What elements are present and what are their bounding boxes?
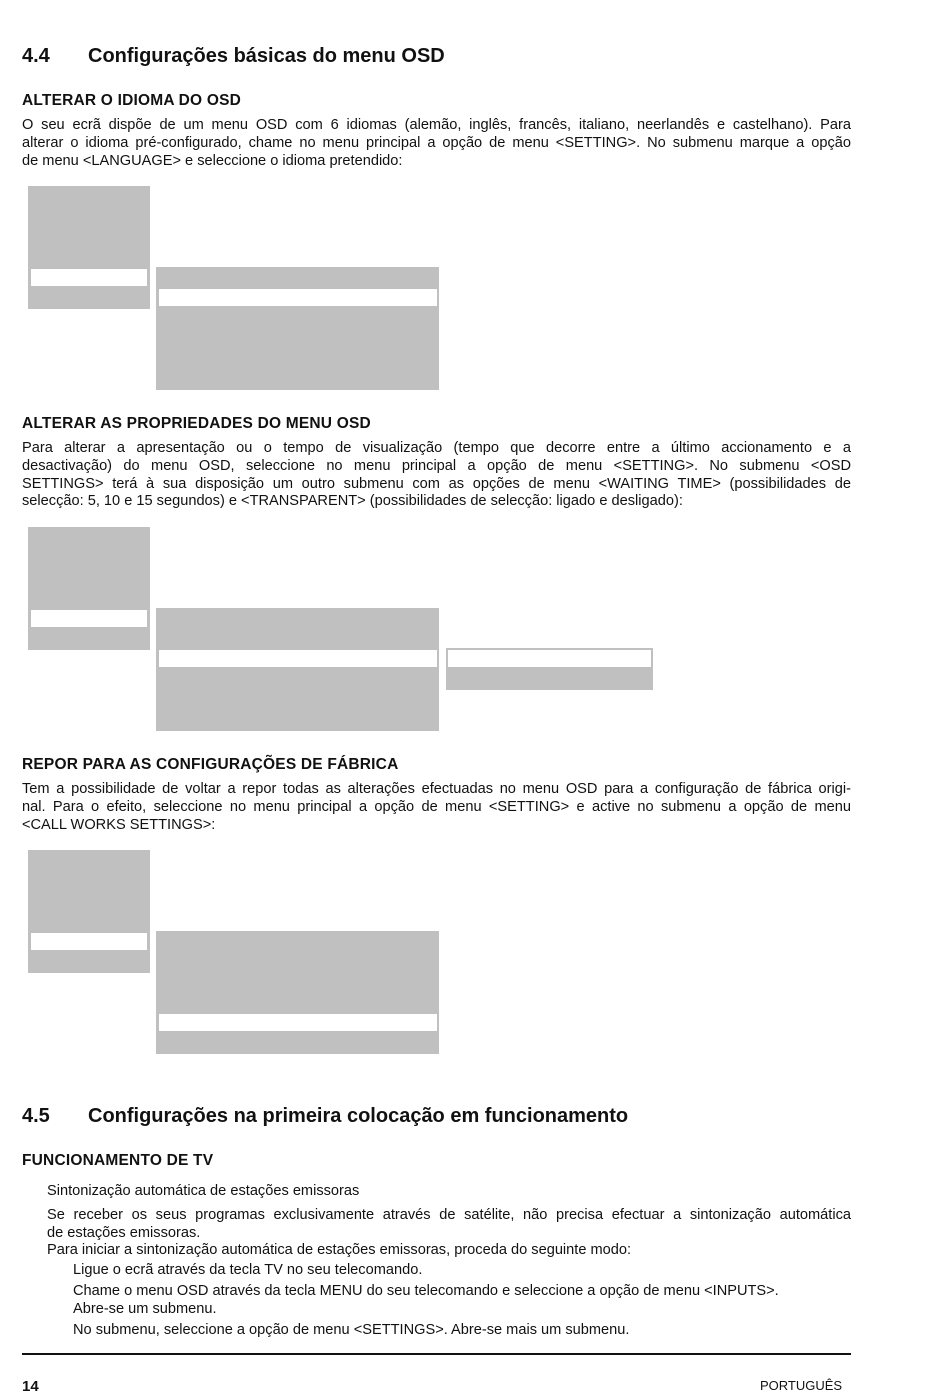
text-line: de menu <LANGUAGE> e seleccione o idioma pretendido: [22, 152, 403, 169]
footer-divider [22, 1353, 851, 1355]
submenu-box [156, 267, 439, 390]
tv-subheading: Sintonização automática de estações emissoras [47, 1183, 360, 1199]
tv-paragraph-2: Para iniciar a sintonização automática de estações emissoras, proceda do seguinte modo: [47, 1242, 632, 1258]
section-number: 4.4 [22, 45, 50, 67]
submenu-highlight [159, 650, 437, 667]
properties-heading: ALTERAR AS PROPRIEDADES DO MENU OSD [22, 415, 371, 432]
text-line: de estações emissoras. [47, 1224, 201, 1241]
step-2 [73, 1283, 779, 1318]
submenu-box [156, 931, 439, 1054]
tv-paragraph-1 [47, 1207, 851, 1242]
main-menu-box [28, 186, 150, 309]
section-title: Configurações básicas do menu OSD [88, 45, 445, 67]
page-number: 14 [22, 1378, 39, 1395]
text-line: Tem a possibilidade de voltar a repor todas as alterações efectuadas no menu OSD para a configuração de fábrica origi- [22, 781, 851, 797]
footer-language: PORTUGUÊS [760, 1378, 843, 1393]
main-menu-box [28, 527, 150, 650]
main-menu-highlight [31, 933, 147, 950]
submenu-highlight [159, 289, 437, 306]
factory-heading: REPOR PARA AS CONFIGURAÇÕES DE FÁBRICA [22, 756, 399, 773]
text-line: desactivação) do menu OSD, seleccione no menu principal a opção de menu <SETTING>. No submenu <OSD [22, 457, 851, 474]
text-line: Para alterar a apresentação ou o tempo de visualização (tempo que decorre entre a último accionamento e a [22, 440, 851, 456]
tv-heading: FUNCIONAMENTO DE TV [22, 1152, 214, 1169]
section-number: 4.5 [22, 1105, 50, 1127]
language-heading: ALTERAR O IDIOMA DO OSD [22, 92, 242, 109]
text-line: nal. Para o efeito, seleccione no menu principal a opção de menu <SETTING> e active no submenu a opção de menu [22, 798, 851, 815]
main-menu-highlight [31, 269, 147, 286]
text-line: <CALL WORKS SETTINGS>: [22, 816, 216, 833]
main-menu-highlight [31, 610, 147, 627]
submenu-highlight [159, 1014, 437, 1031]
section-title: Configurações na primeira colocação em funcionamento [88, 1105, 629, 1127]
section-4-5-heading [22, 1105, 851, 1131]
step-3 [73, 1322, 629, 1340]
factory-paragraph [22, 781, 851, 834]
text-line: Abre-se um submenu. [73, 1300, 217, 1317]
text-line: SETTINGS> terá à sua disposição um outro submenu com as opções de menu <WAITING TIME> (possibilidades de [22, 475, 851, 492]
text-line: Chame o menu OSD através da tecla MENU do seu telecomando e seleccione a opção de menu <INPUTS>. [73, 1283, 779, 1299]
sub-submenu-highlight [448, 650, 651, 667]
step-1 [73, 1262, 422, 1280]
text-line: No submenu, seleccione a opção de menu <SETTINGS>. Abre-se mais um submenu. [73, 1322, 630, 1338]
main-menu-box [28, 850, 150, 973]
text-line: Se receber os seus programas exclusivamente através de satélite, não precisa efectuar a sintonização automática [47, 1207, 851, 1223]
submenu-box [156, 608, 439, 731]
text-line: O seu ecrã dispõe de um menu OSD com 6 idiomas (alemão, inglês, francês, italiano, neerlandês e castelhano). Para [22, 117, 851, 133]
text-line: Ligue o ecrã através da tecla TV no seu telecomando. [73, 1262, 423, 1278]
text-line: selecção: 5, 10 e 15 segundos) e <TRANSPARENT> (possibilidades de selecção: ligado e desligado): [22, 493, 683, 510]
text-line: alterar o idioma pré-configurado, chame no menu principal a opção de menu <SETTING>. No submenu marque a opção [22, 134, 851, 151]
language-paragraph [22, 117, 851, 170]
properties-paragraph [22, 440, 851, 511]
section-4-4-heading [22, 45, 851, 71]
